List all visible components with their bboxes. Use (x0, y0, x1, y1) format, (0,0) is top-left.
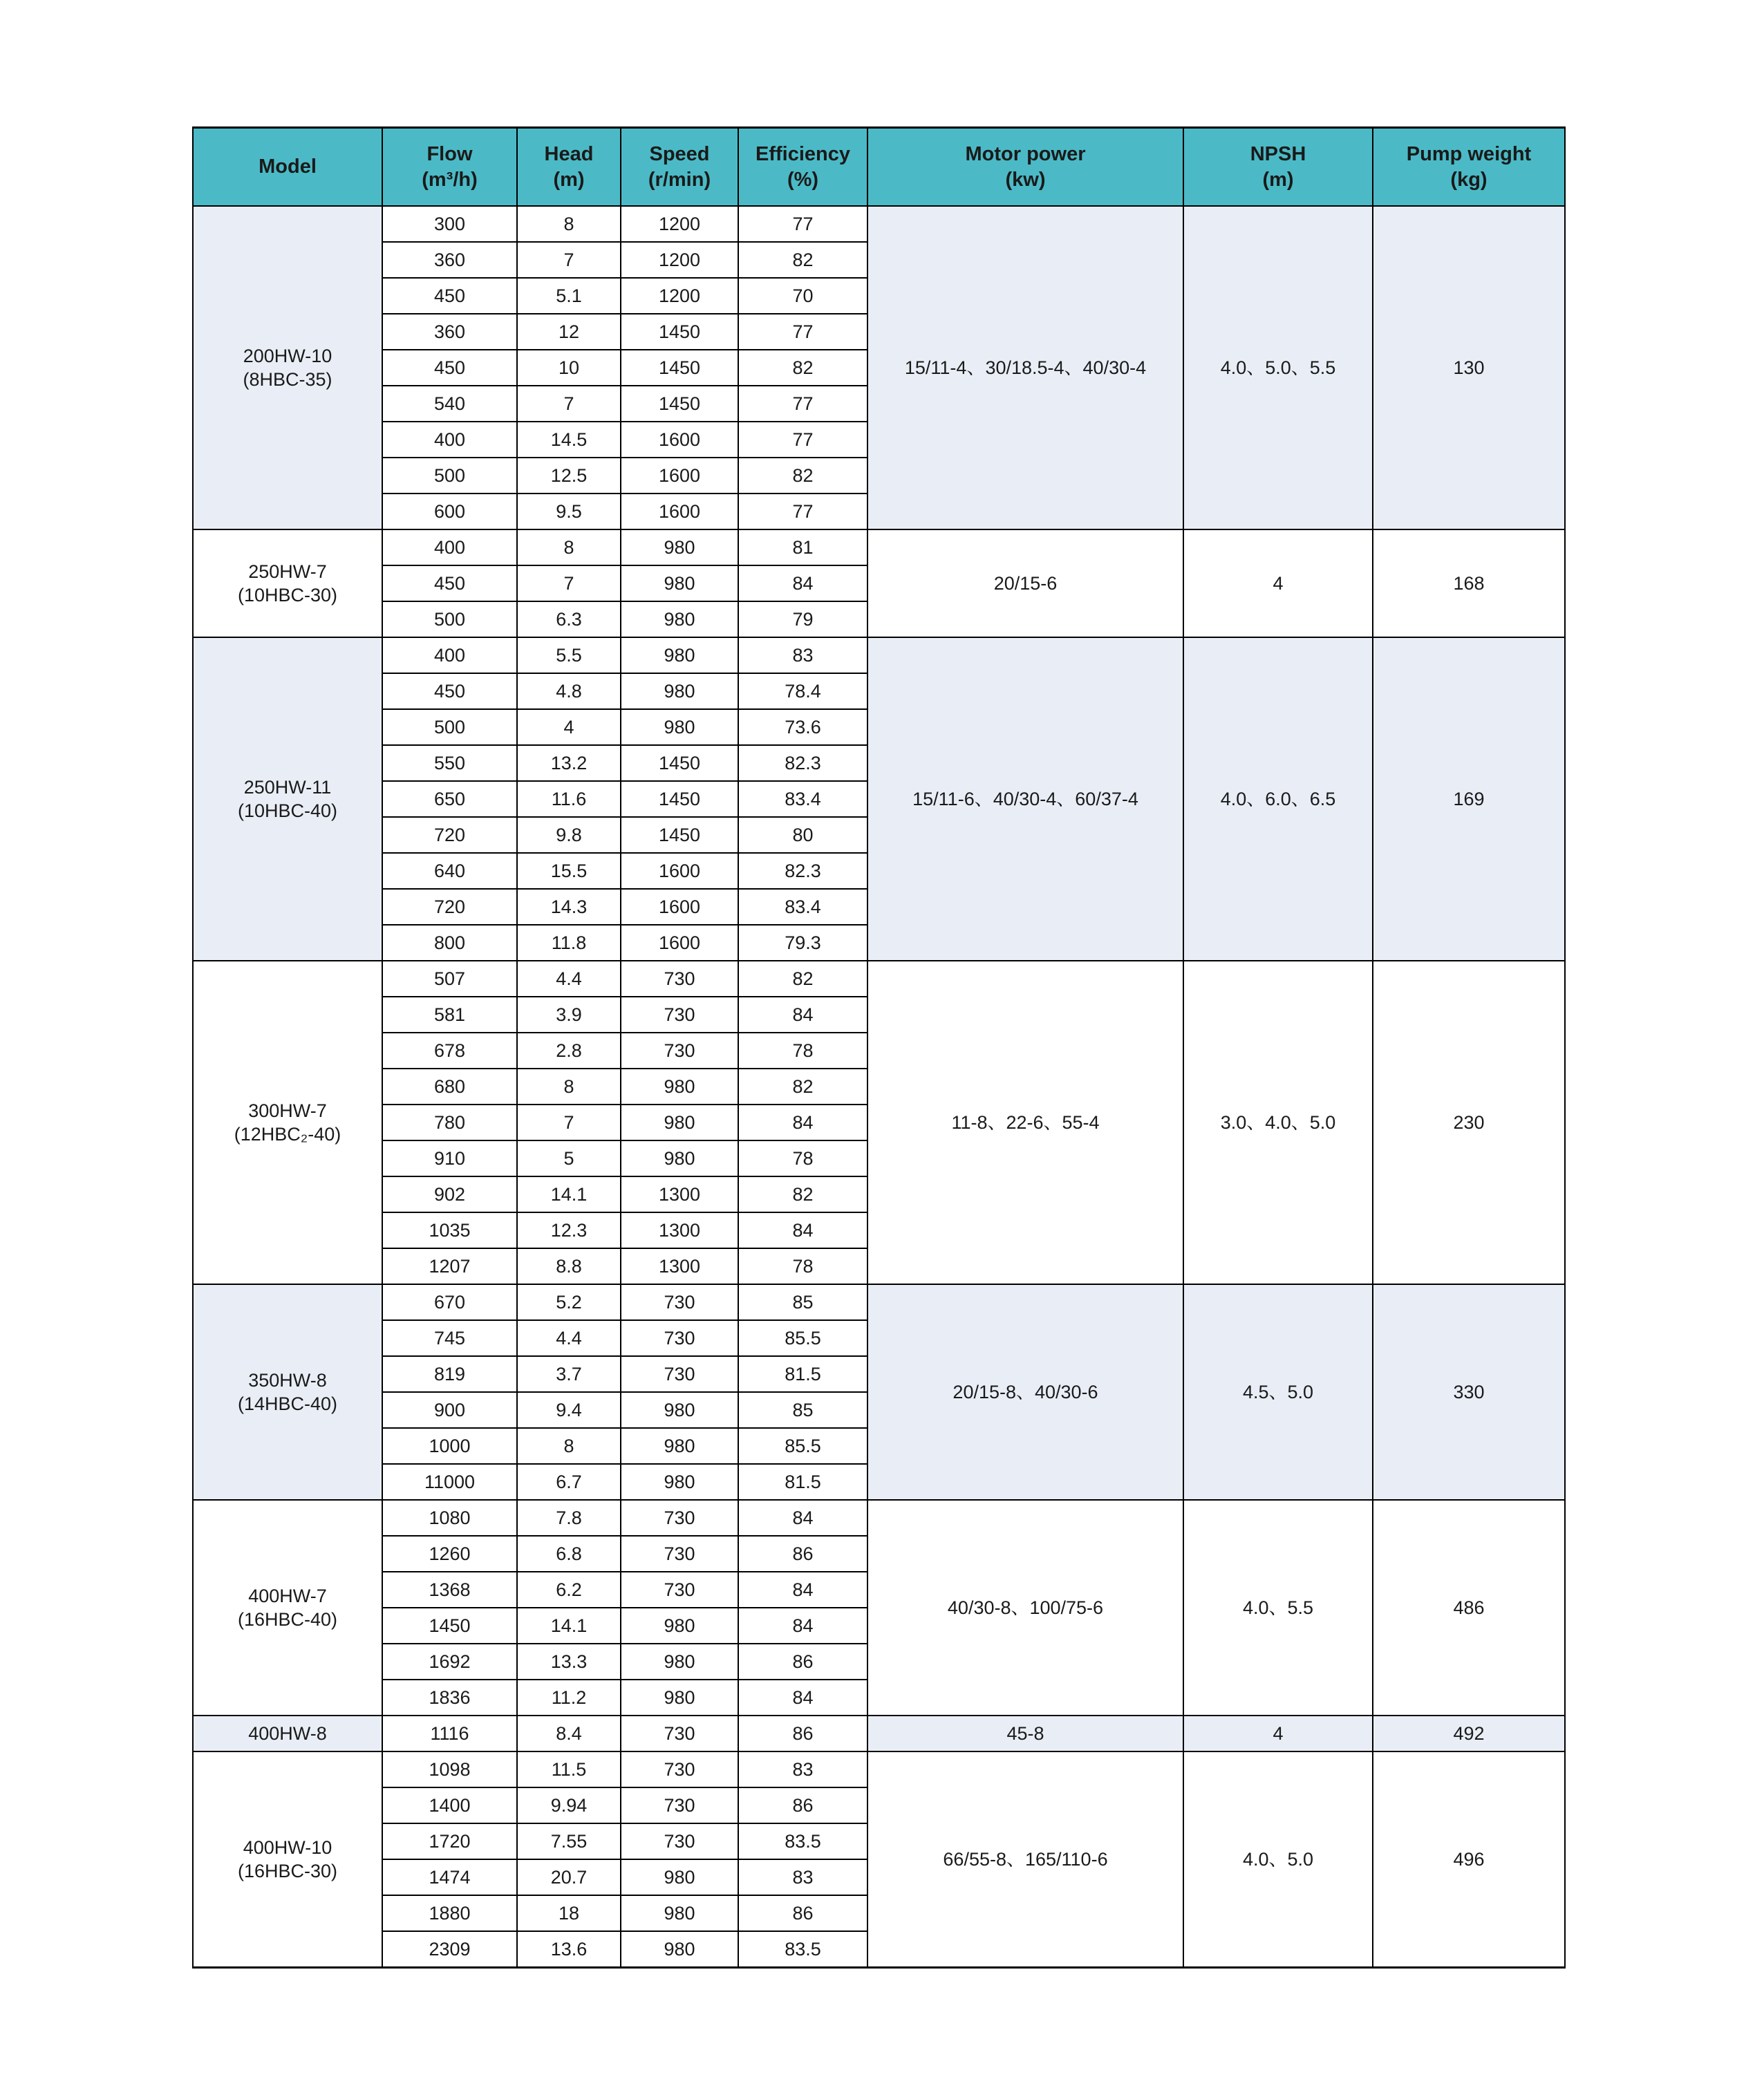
efficiency-cell: 84 (738, 1212, 867, 1248)
flow-cell: 1450 (382, 1608, 517, 1644)
model-name: 350HW-8 (248, 1370, 327, 1391)
head-cell: 10 (517, 350, 621, 386)
speed-cell: 730 (621, 961, 738, 997)
efficiency-cell: 84 (738, 1105, 867, 1140)
speed-cell: 730 (621, 1572, 738, 1608)
flow-cell: 2309 (382, 1931, 517, 1968)
pump-weight-cell: 230 (1373, 961, 1565, 1284)
efficiency-cell: 83 (738, 1859, 867, 1895)
flow-cell: 670 (382, 1284, 517, 1320)
flow-cell: 1035 (382, 1212, 517, 1248)
head-cell: 9.94 (517, 1787, 621, 1823)
efficiency-cell: 81 (738, 529, 867, 565)
speed-cell: 730 (621, 1787, 738, 1823)
speed-cell: 730 (621, 1536, 738, 1572)
efficiency-cell: 81.5 (738, 1356, 867, 1392)
efficiency-cell: 70 (738, 278, 867, 314)
efficiency-cell: 79.3 (738, 925, 867, 961)
npsh-cell: 4 (1183, 529, 1373, 637)
efficiency-cell: 82.3 (738, 853, 867, 889)
flow-cell: 650 (382, 781, 517, 817)
speed-cell: 730 (621, 1356, 738, 1392)
speed-cell: 980 (621, 1392, 738, 1428)
head-cell: 6.3 (517, 601, 621, 637)
head-cell: 12.5 (517, 458, 621, 494)
efficiency-cell: 82 (738, 242, 867, 278)
speed-cell: 980 (621, 1895, 738, 1931)
speed-cell: 1450 (621, 386, 738, 422)
model-name: 250HW-7 (248, 561, 327, 582)
flow-cell: 450 (382, 565, 517, 601)
flow-cell: 600 (382, 494, 517, 529)
efficiency-cell: 73.6 (738, 709, 867, 745)
flow-cell: 450 (382, 350, 517, 386)
efficiency-cell: 86 (738, 1716, 867, 1751)
speed-cell: 980 (621, 1859, 738, 1895)
model-name: 400HW-7 (248, 1586, 327, 1606)
column-header-pump-weight (1373, 128, 1565, 207)
speed-cell: 1450 (621, 745, 738, 781)
npsh-cell: 4.0、5.0、5.5 (1183, 206, 1373, 529)
head-cell: 9.5 (517, 494, 621, 529)
column-header-unit: (%) (787, 168, 819, 191)
speed-cell: 1450 (621, 350, 738, 386)
column-header-model (193, 128, 382, 207)
flow-cell: 720 (382, 889, 517, 925)
motor-power-cell: 20/15-6 (867, 529, 1183, 637)
column-header-label: Model (259, 156, 317, 178)
speed-cell: 980 (621, 601, 738, 637)
model-alt-name: (14HBC-40) (237, 1393, 338, 1414)
head-cell: 8 (517, 1069, 621, 1105)
column-header-unit: (m) (1262, 168, 1294, 191)
table-row (193, 1716, 1565, 1751)
table-row (193, 1500, 1565, 1536)
flow-cell: 1474 (382, 1859, 517, 1895)
speed-cell: 1300 (621, 1176, 738, 1212)
speed-cell: 730 (621, 1751, 738, 1787)
flow-cell: 678 (382, 1033, 517, 1069)
efficiency-cell: 77 (738, 422, 867, 458)
speed-cell: 1300 (621, 1248, 738, 1284)
efficiency-cell: 86 (738, 1895, 867, 1931)
model-name: 200HW-10 (243, 346, 332, 366)
speed-cell: 1200 (621, 242, 738, 278)
flow-cell: 581 (382, 997, 517, 1033)
head-cell: 7 (517, 1105, 621, 1140)
model-cell (193, 1500, 382, 1716)
head-cell: 5.5 (517, 637, 621, 673)
flow-cell: 745 (382, 1320, 517, 1356)
pump-weight-cell: 168 (1373, 529, 1565, 637)
efficiency-cell: 77 (738, 314, 867, 350)
model-cell (193, 1716, 382, 1751)
head-cell: 11.6 (517, 781, 621, 817)
head-cell: 13.6 (517, 1931, 621, 1968)
flow-cell: 360 (382, 242, 517, 278)
head-cell: 3.9 (517, 997, 621, 1033)
table-row (193, 206, 1565, 242)
flow-cell: 1400 (382, 1787, 517, 1823)
flow-cell: 1000 (382, 1428, 517, 1464)
head-cell: 7 (517, 242, 621, 278)
head-cell: 4 (517, 709, 621, 745)
head-cell: 12.3 (517, 1212, 621, 1248)
motor-power-cell: 45-8 (867, 1716, 1183, 1751)
motor-power-cell: 11-8、22-6、55-4 (867, 961, 1183, 1284)
column-header-label: Speed (649, 142, 710, 165)
pump-weight-cell: 169 (1373, 637, 1565, 961)
flow-cell: 720 (382, 817, 517, 853)
head-cell: 14.3 (517, 889, 621, 925)
flow-cell: 1720 (382, 1823, 517, 1859)
speed-cell: 980 (621, 1608, 738, 1644)
speed-cell: 730 (621, 1284, 738, 1320)
efficiency-cell: 77 (738, 494, 867, 529)
speed-cell: 730 (621, 1823, 738, 1859)
head-cell: 18 (517, 1895, 621, 1931)
flow-cell: 550 (382, 745, 517, 781)
flow-cell: 900 (382, 1392, 517, 1428)
pump-weight-cell: 496 (1373, 1751, 1565, 1968)
speed-cell: 980 (621, 673, 738, 709)
head-cell: 7.55 (517, 1823, 621, 1859)
table-row (193, 961, 1565, 997)
efficiency-cell: 82 (738, 350, 867, 386)
flow-cell: 400 (382, 529, 517, 565)
efficiency-cell: 80 (738, 817, 867, 853)
column-header-unit: (r/min) (648, 168, 711, 191)
head-cell: 15.5 (517, 853, 621, 889)
flow-cell: 902 (382, 1176, 517, 1212)
column-header-label: Flow (426, 142, 473, 165)
speed-cell: 1200 (621, 278, 738, 314)
efficiency-cell: 82 (738, 458, 867, 494)
speed-cell: 730 (621, 1320, 738, 1356)
efficiency-cell: 86 (738, 1536, 867, 1572)
flow-cell: 507 (382, 961, 517, 997)
speed-cell: 980 (621, 1069, 738, 1105)
model-cell (193, 1751, 382, 1968)
flow-cell: 450 (382, 278, 517, 314)
flow-cell: 500 (382, 709, 517, 745)
motor-power-cell: 15/11-4、30/18.5-4、40/30-4 (867, 206, 1183, 529)
model-name: 250HW-11 (243, 777, 332, 798)
column-header-efficiency (738, 128, 867, 207)
head-cell: 8.8 (517, 1248, 621, 1284)
head-cell: 13.2 (517, 745, 621, 781)
flow-cell: 1880 (382, 1895, 517, 1931)
speed-cell: 1450 (621, 817, 738, 853)
speed-cell: 980 (621, 1140, 738, 1176)
efficiency-cell: 86 (738, 1787, 867, 1823)
flow-cell: 1116 (382, 1716, 517, 1751)
model-cell (193, 1284, 382, 1500)
efficiency-cell: 78 (738, 1248, 867, 1284)
head-cell: 8.4 (517, 1716, 621, 1751)
efficiency-cell: 85 (738, 1284, 867, 1320)
column-header-label: Head (544, 142, 594, 165)
flow-cell: 1692 (382, 1644, 517, 1680)
efficiency-cell: 86 (738, 1644, 867, 1680)
table-row (193, 637, 1565, 673)
head-cell: 6.7 (517, 1464, 621, 1500)
head-cell: 3.7 (517, 1356, 621, 1392)
motor-power-cell: 66/55-8、165/110-6 (867, 1751, 1183, 1968)
model-alt-name: (12HBC₂-40) (234, 1124, 341, 1145)
pump-weight-cell: 486 (1373, 1500, 1565, 1716)
npsh-cell: 4.5、5.0 (1183, 1284, 1373, 1500)
efficiency-cell: 77 (738, 386, 867, 422)
head-cell: 9.8 (517, 817, 621, 853)
efficiency-cell: 84 (738, 1500, 867, 1536)
speed-cell: 730 (621, 1500, 738, 1536)
flow-cell: 1836 (382, 1680, 517, 1716)
flow-cell: 780 (382, 1105, 517, 1140)
model-name: 400HW-8 (248, 1723, 327, 1744)
flow-cell: 910 (382, 1140, 517, 1176)
pump-weight-cell: 330 (1373, 1284, 1565, 1500)
table-row (193, 1751, 1565, 1787)
header-row (193, 128, 1565, 207)
model-alt-name: (16HBC-40) (237, 1609, 338, 1630)
head-cell: 5.2 (517, 1284, 621, 1320)
flow-cell: 680 (382, 1069, 517, 1105)
column-header-head (517, 128, 621, 207)
efficiency-cell: 81.5 (738, 1464, 867, 1500)
column-header-unit: (kw) (1005, 168, 1046, 191)
efficiency-cell: 84 (738, 1608, 867, 1644)
head-cell: 11.8 (517, 925, 621, 961)
flow-cell: 1207 (382, 1248, 517, 1284)
npsh-cell: 4.0、5.5 (1183, 1500, 1373, 1716)
column-header-label: Motor power (965, 142, 1086, 165)
speed-cell: 980 (621, 1644, 738, 1680)
flow-cell: 450 (382, 673, 517, 709)
speed-cell: 1600 (621, 889, 738, 925)
npsh-cell: 4.0、5.0 (1183, 1751, 1373, 1968)
flow-cell: 1368 (382, 1572, 517, 1608)
efficiency-cell: 83 (738, 1751, 867, 1787)
model-alt-name: (10HBC-40) (237, 800, 338, 821)
head-cell: 5 (517, 1140, 621, 1176)
efficiency-cell: 79 (738, 601, 867, 637)
head-cell: 13.3 (517, 1644, 621, 1680)
speed-cell: 1600 (621, 853, 738, 889)
speed-cell: 980 (621, 1464, 738, 1500)
flow-cell: 819 (382, 1356, 517, 1392)
column-header-speed (621, 128, 738, 207)
flow-cell: 500 (382, 601, 517, 637)
column-header-npsh (1183, 128, 1373, 207)
efficiency-cell: 83.5 (738, 1823, 867, 1859)
head-cell: 5.1 (517, 278, 621, 314)
efficiency-cell: 82 (738, 961, 867, 997)
head-cell: 11.5 (517, 1751, 621, 1787)
efficiency-cell: 83 (738, 637, 867, 673)
flow-cell: 1098 (382, 1751, 517, 1787)
head-cell: 8 (517, 529, 621, 565)
speed-cell: 1600 (621, 422, 738, 458)
efficiency-cell: 82 (738, 1069, 867, 1105)
model-cell (193, 206, 382, 529)
speed-cell: 1300 (621, 1212, 738, 1248)
head-cell: 14.1 (517, 1176, 621, 1212)
efficiency-cell: 85.5 (738, 1428, 867, 1464)
table-row (193, 1284, 1565, 1320)
column-header-unit: (m) (553, 168, 585, 191)
head-cell: 4.4 (517, 961, 621, 997)
pump-spec-table (192, 126, 1566, 1969)
motor-power-cell: 15/11-6、40/30-4、60/37-4 (867, 637, 1183, 961)
flow-cell: 300 (382, 206, 517, 242)
efficiency-cell: 78 (738, 1140, 867, 1176)
efficiency-cell: 84 (738, 1572, 867, 1608)
flow-cell: 500 (382, 458, 517, 494)
efficiency-cell: 84 (738, 565, 867, 601)
speed-cell: 980 (621, 1931, 738, 1968)
efficiency-cell: 78.4 (738, 673, 867, 709)
column-header-label: Pump weight (1406, 142, 1532, 165)
model-name: 300HW-7 (248, 1100, 327, 1121)
pump-weight-cell: 492 (1373, 1716, 1565, 1751)
efficiency-cell: 84 (738, 1680, 867, 1716)
head-cell: 7 (517, 565, 621, 601)
model-cell (193, 961, 382, 1284)
flow-cell: 640 (382, 853, 517, 889)
efficiency-cell: 85.5 (738, 1320, 867, 1356)
head-cell: 11.2 (517, 1680, 621, 1716)
head-cell: 6.2 (517, 1572, 621, 1608)
head-cell: 6.8 (517, 1536, 621, 1572)
head-cell: 8 (517, 1428, 621, 1464)
efficiency-cell: 83.5 (738, 1931, 867, 1968)
model-name: 400HW-10 (243, 1837, 332, 1858)
flow-cell: 800 (382, 925, 517, 961)
table-row (193, 529, 1565, 565)
npsh-cell: 4 (1183, 1716, 1373, 1751)
efficiency-cell: 82.3 (738, 745, 867, 781)
flow-cell: 540 (382, 386, 517, 422)
speed-cell: 1450 (621, 314, 738, 350)
npsh-cell: 3.0、4.0、5.0 (1183, 961, 1373, 1284)
flow-cell: 11000 (382, 1464, 517, 1500)
efficiency-cell: 85 (738, 1392, 867, 1428)
column-header-motor-power (867, 128, 1183, 207)
flow-cell: 1260 (382, 1536, 517, 1572)
pump-weight-cell: 130 (1373, 206, 1565, 529)
efficiency-cell: 77 (738, 206, 867, 242)
speed-cell: 980 (621, 529, 738, 565)
head-cell: 14.1 (517, 1608, 621, 1644)
head-cell: 7.8 (517, 1500, 621, 1536)
speed-cell: 980 (621, 565, 738, 601)
column-header-flow (382, 128, 517, 207)
head-cell: 20.7 (517, 1859, 621, 1895)
head-cell: 4.8 (517, 673, 621, 709)
speed-cell: 1600 (621, 925, 738, 961)
speed-cell: 980 (621, 1105, 738, 1140)
speed-cell: 980 (621, 1680, 738, 1716)
efficiency-cell: 78 (738, 1033, 867, 1069)
flow-cell: 360 (382, 314, 517, 350)
head-cell: 14.5 (517, 422, 621, 458)
speed-cell: 1600 (621, 458, 738, 494)
motor-power-cell: 40/30-8、100/75-6 (867, 1500, 1183, 1716)
head-cell: 4.4 (517, 1320, 621, 1356)
speed-cell: 730 (621, 1033, 738, 1069)
column-header-label: Efficiency (756, 142, 850, 165)
model-alt-name: (16HBC-30) (237, 1861, 338, 1881)
efficiency-cell: 83.4 (738, 781, 867, 817)
head-cell: 9.4 (517, 1392, 621, 1428)
speed-cell: 730 (621, 1716, 738, 1751)
flow-cell: 400 (382, 637, 517, 673)
speed-cell: 1600 (621, 494, 738, 529)
model-cell (193, 637, 382, 961)
column-header-label: NPSH (1250, 142, 1306, 165)
table-body (193, 206, 1565, 1968)
flow-cell: 1080 (382, 1500, 517, 1536)
speed-cell: 730 (621, 997, 738, 1033)
speed-cell: 1450 (621, 781, 738, 817)
head-cell: 7 (517, 386, 621, 422)
efficiency-cell: 82 (738, 1176, 867, 1212)
head-cell: 12 (517, 314, 621, 350)
model-cell (193, 529, 382, 637)
speed-cell: 980 (621, 637, 738, 673)
head-cell: 8 (517, 206, 621, 242)
column-header-unit: (kg) (1450, 168, 1488, 191)
model-alt-name: (8HBC-35) (243, 369, 332, 390)
column-header-unit: (m³/h) (422, 168, 478, 191)
motor-power-cell: 20/15-8、40/30-6 (867, 1284, 1183, 1500)
model-alt-name: (10HBC-30) (237, 585, 338, 605)
npsh-cell: 4.0、6.0、6.5 (1183, 637, 1373, 961)
speed-cell: 1200 (621, 206, 738, 242)
speed-cell: 980 (621, 1428, 738, 1464)
efficiency-cell: 83.4 (738, 889, 867, 925)
head-cell: 2.8 (517, 1033, 621, 1069)
speed-cell: 980 (621, 709, 738, 745)
flow-cell: 400 (382, 422, 517, 458)
efficiency-cell: 84 (738, 997, 867, 1033)
